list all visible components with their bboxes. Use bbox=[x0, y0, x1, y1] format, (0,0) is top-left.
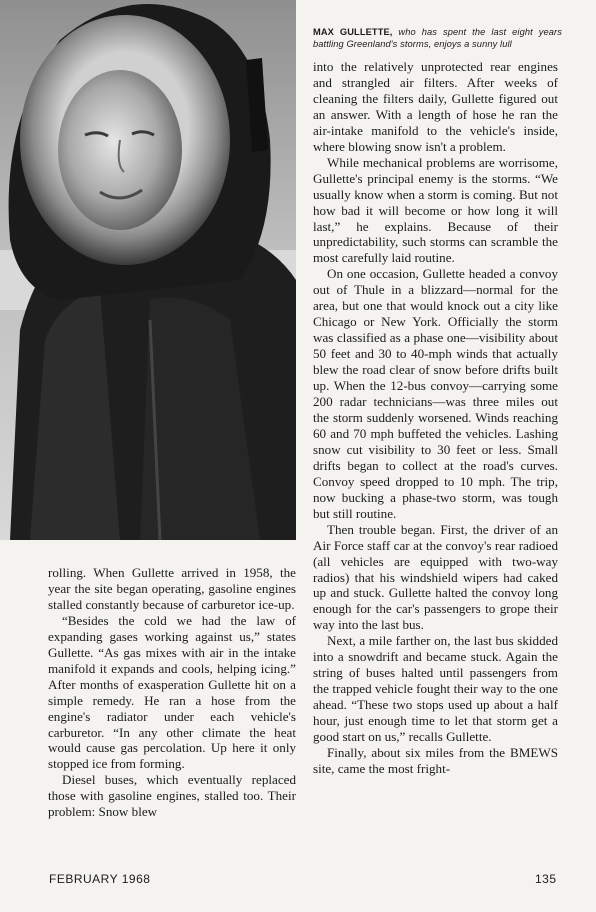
right-paragraph-5: Next, a mile farther on, the last bus skidded into a snowdrift and became stuck. Again the string of buses halted until passengers from the trapped vehicle fought their way to the one ahead. “These two stops used up about a half hour, just enough time to let that storm get a good start on us,” recalls Gullette. bbox=[313, 633, 558, 745]
photo-caption bbox=[313, 26, 562, 50]
footer-page-number: 135 bbox=[535, 872, 557, 886]
caption-text: who has spent the last eight years battling Greenland's storms, enjoys a sunny lull bbox=[313, 27, 562, 49]
right-column bbox=[313, 59, 558, 777]
left-column bbox=[48, 565, 296, 820]
left-paragraph-3: Diesel buses, which eventually replaced those with gasoline engines, stalled too. Their problem: Snow blew bbox=[48, 772, 296, 820]
right-paragraph-6: Finally, about six miles from the BMEWS site, came the most fright- bbox=[313, 744, 558, 776]
caption-name: MAX GULLETTE, bbox=[313, 27, 393, 37]
parka-photo-illustration bbox=[0, 0, 296, 540]
left-paragraph-2: “Besides the cold we had the law of expanding gases working against us,” states Gullette. “As gas mixes with air in the intake manifold it expands and cools, helping icing.” After months of exasperation Gullette hit on a simple remedy. He ran a hose from the engine's radiator under each vehicle's carburetor. “In any other climate the heat would cause gas percolation. Up here it only stopped ice from forming. bbox=[48, 612, 296, 772]
right-paragraph-4: Then trouble began. First, the driver of an Air Force staff car at the convoy's rear radioed (all vehicles are equipped with two-way radios) that his windshield wipers had caked up and stuck. Gullette halted the convoy long enough for the car's passengers to grope their way into the last bus. bbox=[313, 521, 558, 633]
right-paragraph-1: into the relatively unprotected rear engines and strangled air filters. After weeks of cleaning the filters daily, Gullette figured out an answer. With a length of hose he ran the air-intake manifold to the vehicle's inside, where blowing snow isn't a problem. bbox=[313, 59, 558, 154]
left-paragraph-1: rolling. When Gullette arrived in 1958, the year the site began operating, gasoline engines stalled constantly because of carburetor ice-up. bbox=[48, 565, 296, 612]
right-paragraph-3: On one occasion, Gullette headed a convoy out of Thule in a blizzard—normal for the area, but one that would knock out a city like Chicago or New York. Officially the storm was classified as a phase one—visibility about 50 feet and 30 to 40-mph winds that actually blew the road clear of snow before drifts built up. When the 12-bus convoy—carrying some 200 radar technicians—was three miles out the storm suddenly worsened. Winds reaching 60 and 70 mph buffeted the vehicles. Lashing snow cut visibility to 30 feet or less. Small drifts began to collect at the road's curves. Convoy speed dropped to 10 mph. The trip, now bucking a phase-two storm, was tough but still routine. bbox=[313, 266, 558, 521]
right-paragraph-2: While mechanical problems are worrisome, Gullette's principal enemy is the storms. “We usually know when a storm is coming. But not how bad it will become or how long it will last,” he explains. Because of their unpredictability, such storms can scramble the most carefully laid routine. bbox=[313, 154, 558, 266]
footer-issue-date: FEBRUARY 1968 bbox=[49, 872, 151, 886]
photo-man-in-parka bbox=[0, 0, 296, 540]
